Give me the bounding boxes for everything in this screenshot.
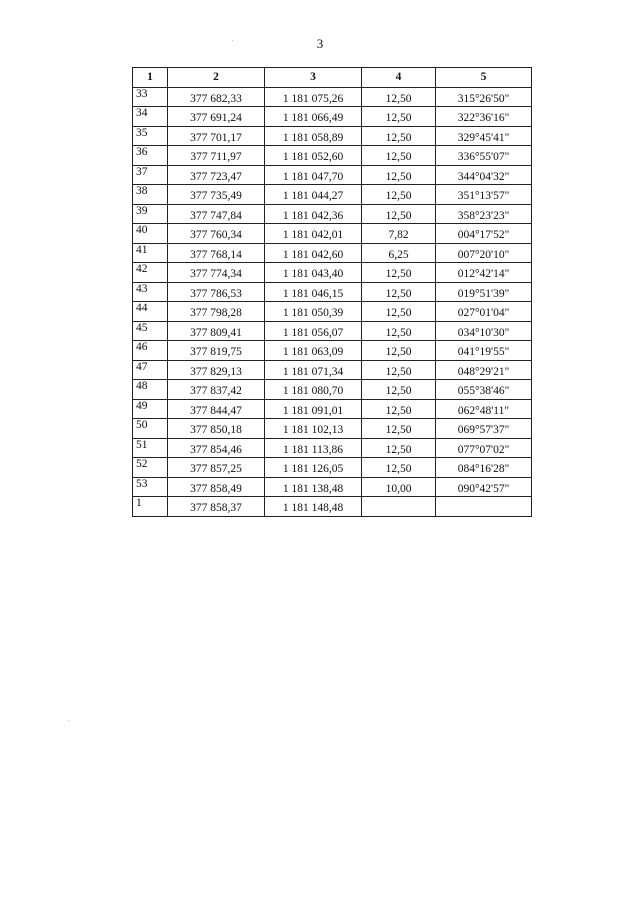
cell-point-number: 36 — [133, 146, 168, 166]
cell-distance: 12,50 — [362, 321, 436, 341]
table-row — [133, 380, 532, 400]
cell-angle — [436, 497, 532, 517]
cell-x: 377 858,37 — [168, 497, 265, 517]
table-row — [133, 107, 532, 127]
cell-point-number: 53 — [133, 477, 168, 497]
cell-x: 377 844,47 — [168, 399, 265, 419]
cell-y: 1 181 046,15 — [265, 282, 362, 302]
cell-y: 1 181 058,89 — [265, 126, 362, 146]
cell-angle: 084°16'28" — [436, 458, 532, 478]
cell-y: 1 181 044,27 — [265, 185, 362, 205]
cell-x: 377 786,53 — [168, 282, 265, 302]
cell-distance: 12,50 — [362, 146, 436, 166]
cell-point-number: 45 — [133, 321, 168, 341]
table-row — [133, 497, 532, 517]
cell-angle: 027°01'04" — [436, 302, 532, 322]
cell-angle: 069°57'37" — [436, 419, 532, 439]
cell-distance: 12,50 — [362, 107, 436, 127]
cell-angle: 315°26'50" — [436, 87, 532, 107]
cell-y: 1 181 066,49 — [265, 107, 362, 127]
table-row — [133, 477, 532, 497]
cell-x: 377 857,25 — [168, 458, 265, 478]
column-header-distance: 4 — [362, 68, 436, 88]
cell-distance: 12,50 — [362, 263, 436, 283]
cell-x: 377 760,34 — [168, 224, 265, 244]
cell-angle: 055°38'46" — [436, 380, 532, 400]
cell-y: 1 181 052,60 — [265, 146, 362, 166]
cell-y: 1 181 102,13 — [265, 419, 362, 439]
table-row — [133, 243, 532, 263]
cell-point-number: 33 — [133, 87, 168, 107]
table-row — [133, 204, 532, 224]
table-row — [133, 87, 532, 107]
cell-x: 377 809,41 — [168, 321, 265, 341]
cell-distance: 12,50 — [362, 185, 436, 205]
table-row — [133, 419, 532, 439]
cell-angle: 012°42'14" — [436, 263, 532, 283]
table-row — [133, 165, 532, 185]
cell-x: 377 711,97 — [168, 146, 265, 166]
table-row — [133, 185, 532, 205]
cell-distance: 12,50 — [362, 87, 436, 107]
cell-point-number: 39 — [133, 204, 168, 224]
cell-angle: 019°51'39" — [436, 282, 532, 302]
cell-y: 1 181 050,39 — [265, 302, 362, 322]
cell-y: 1 181 075,26 — [265, 87, 362, 107]
cell-angle: 004°17'52" — [436, 224, 532, 244]
cell-angle: 090°42'57" — [436, 477, 532, 497]
cell-point-number: 38 — [133, 185, 168, 205]
cell-point-number: 44 — [133, 302, 168, 322]
cell-distance: 12,50 — [362, 204, 436, 224]
cell-point-number: 51 — [133, 438, 168, 458]
cell-angle: 358°23'23" — [436, 204, 532, 224]
cell-x: 377 774,34 — [168, 263, 265, 283]
cell-point-number: 42 — [133, 263, 168, 283]
cell-angle: 007°20'10" — [436, 243, 532, 263]
cell-distance: 12,50 — [362, 438, 436, 458]
table-row — [133, 146, 532, 166]
table-row — [133, 341, 532, 361]
cell-y: 1 181 080,70 — [265, 380, 362, 400]
cell-y: 1 181 043,40 — [265, 263, 362, 283]
cell-distance: 12,50 — [362, 458, 436, 478]
table-row — [133, 302, 532, 322]
cell-distance: 12,50 — [362, 399, 436, 419]
cell-point-number: 50 — [133, 419, 168, 439]
cell-distance: 12,50 — [362, 126, 436, 146]
cell-angle: 344°04'32" — [436, 165, 532, 185]
table-row — [133, 399, 532, 419]
cell-distance: 12,50 — [362, 360, 436, 380]
cell-x: 377 837,42 — [168, 380, 265, 400]
cell-point-number: 43 — [133, 282, 168, 302]
cell-point-number: 47 — [133, 360, 168, 380]
cell-x: 377 768,14 — [168, 243, 265, 263]
table-row — [133, 126, 532, 146]
cell-y: 1 181 071,34 — [265, 360, 362, 380]
cell-angle: 329°45'41" — [436, 126, 532, 146]
column-header-point-number: 1 — [133, 68, 168, 88]
cell-point-number: 46 — [133, 341, 168, 361]
cell-angle: 336°55'07" — [436, 146, 532, 166]
cell-distance: 6,25 — [362, 243, 436, 263]
table-row — [133, 321, 532, 341]
cell-y: 1 181 047,70 — [265, 165, 362, 185]
cell-x: 377 735,49 — [168, 185, 265, 205]
cell-x: 377 829,13 — [168, 360, 265, 380]
cell-y: 1 181 063,09 — [265, 341, 362, 361]
cell-distance: 12,50 — [362, 341, 436, 361]
cell-angle: 048°29'21" — [436, 360, 532, 380]
cell-angle: 322°36'16" — [436, 107, 532, 127]
cell-distance — [362, 497, 436, 517]
cell-point-number: 52 — [133, 458, 168, 478]
cell-x: 377 723,47 — [168, 165, 265, 185]
cell-x: 377 747,84 — [168, 204, 265, 224]
cell-point-number: 34 — [133, 107, 168, 127]
page-number: 3 — [316, 36, 324, 51]
cell-x: 377 854,46 — [168, 438, 265, 458]
table-row — [133, 438, 532, 458]
cell-y: 1 181 148,48 — [265, 497, 362, 517]
cell-y: 1 181 138,48 — [265, 477, 362, 497]
cell-y: 1 181 113,86 — [265, 438, 362, 458]
column-header-y: 3 — [265, 68, 362, 88]
column-header-angle: 5 — [436, 68, 532, 88]
cell-distance: 12,50 — [362, 419, 436, 439]
cell-y: 1 181 042,01 — [265, 224, 362, 244]
scan-speck — [232, 40, 233, 41]
cell-angle: 351°13'57" — [436, 185, 532, 205]
table-row — [133, 263, 532, 283]
cell-point-number: 48 — [133, 380, 168, 400]
cell-point-number: 40 — [133, 224, 168, 244]
cell-x: 377 858,49 — [168, 477, 265, 497]
cell-x: 377 691,24 — [168, 107, 265, 127]
cell-y: 1 181 126,05 — [265, 458, 362, 478]
table-row — [133, 224, 532, 244]
scan-speck — [68, 720, 69, 721]
cell-distance: 10,00 — [362, 477, 436, 497]
cell-angle: 062°48'11" — [436, 399, 532, 419]
cell-distance: 7,82 — [362, 224, 436, 244]
table-body — [133, 87, 532, 516]
cell-point-number: 41 — [133, 243, 168, 263]
cell-distance: 12,50 — [362, 165, 436, 185]
table-row — [133, 458, 532, 478]
cell-distance: 12,50 — [362, 380, 436, 400]
cell-x: 377 850,18 — [168, 419, 265, 439]
table-row — [133, 360, 532, 380]
cell-angle: 034°10'30" — [436, 321, 532, 341]
cell-x: 377 798,28 — [168, 302, 265, 322]
cell-y: 1 181 042,60 — [265, 243, 362, 263]
column-header-x: 2 — [168, 68, 265, 88]
cell-point-number: 35 — [133, 126, 168, 146]
cell-x: 377 701,17 — [168, 126, 265, 146]
cell-point-number: 49 — [133, 399, 168, 419]
cell-x: 377 819,75 — [168, 341, 265, 361]
cell-point-number: 1 — [133, 497, 168, 517]
cell-distance: 12,50 — [362, 282, 436, 302]
cell-x: 377 682,33 — [168, 87, 265, 107]
cell-distance: 12,50 — [362, 302, 436, 322]
cell-y: 1 181 091,01 — [265, 399, 362, 419]
cell-point-number: 37 — [133, 165, 168, 185]
cell-angle: 077°07'02" — [436, 438, 532, 458]
cell-y: 1 181 042,36 — [265, 204, 362, 224]
table-header-row — [133, 68, 532, 88]
cell-y: 1 181 056,07 — [265, 321, 362, 341]
cell-angle: 041°19'55" — [436, 341, 532, 361]
table-row — [133, 282, 532, 302]
coordinates-table — [132, 67, 532, 517]
